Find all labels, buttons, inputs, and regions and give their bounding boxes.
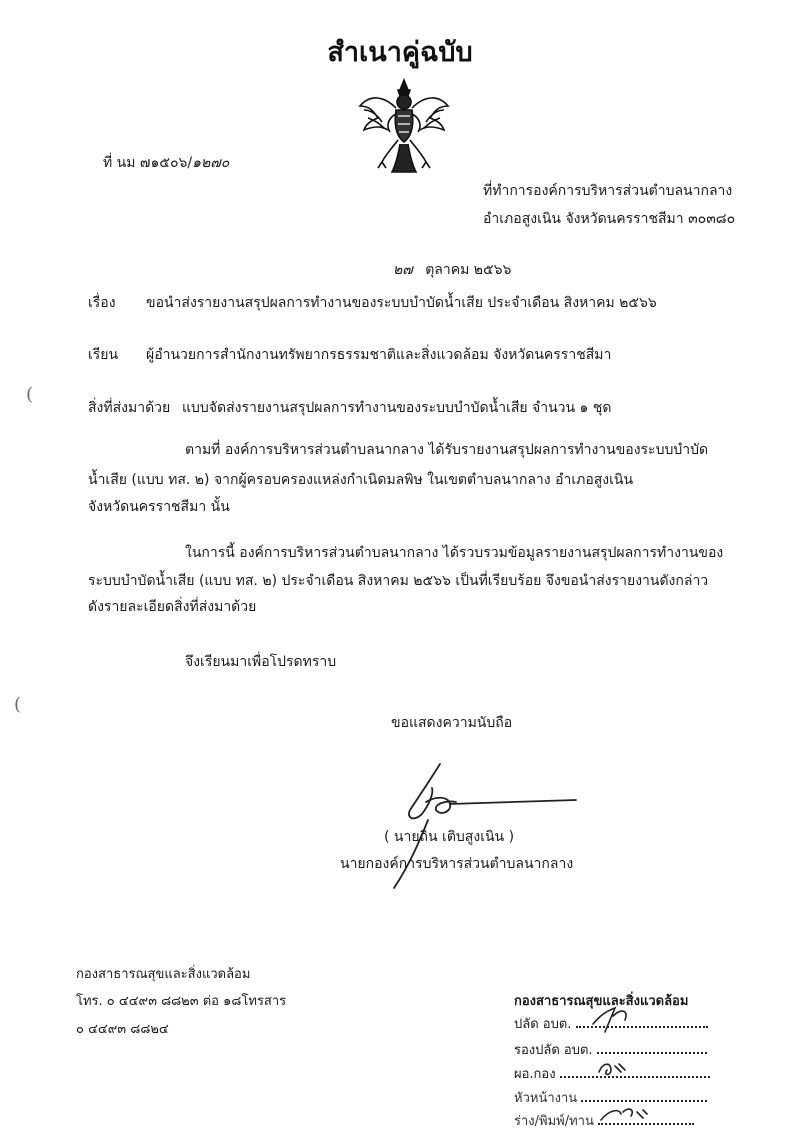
enclosure-label: สิ่งที่ส่งมาด้วย [88,400,171,416]
routing-row-label: หัวหน้างาน [514,1091,578,1106]
recipient-text: ผู้อำนวยการสำนักงานทรัพยากรธรรมชาติและสิ่งแวดล้อม จังหวัดนครราชสีมา [146,347,612,363]
paragraph1-line3: จังหวัดนครราชสีมา นั้น [88,499,230,515]
document-number [103,152,229,174]
paragraph2-line2: ระบบบำบัดน้ำเสีย (แบบ ทส. ๒) ประจำเดือน สิงหาคม ๒๕๖๖ เป็นที่เรียบร้อย จึงขอนำส่งรายงานดังกล่าว [88,573,709,589]
margin-mark: ( [26,384,34,405]
paragraph2-line1: ในการนี้ องค์การบริหารส่วนตำบลนากลาง ได้รวบรวมข้อมูลรายงานสรุปผลการทำงานของ [185,545,724,561]
date-month-year: ตุลาคม ๒๕๖๖ [425,262,512,278]
paragraph1-line2: น้ำเสีย (แบบ ทส. ๒) จากผู้ครอบครองแหล่งกำเนิดมลพิษ ในเขตตำบลนากลาง อำเภอสูงเนิน [88,472,634,488]
enclosure-quantity: จำนวน ๑ ชุด [532,400,612,416]
routing-row-label: รองปลัด อบต. [514,1043,593,1058]
routing-row-label: ร่าง/พิมพ์/ทาน [514,1114,594,1129]
office-address-line2: อำเภอสูงเนิน จังหวัดนครราชสีมา ๓๐๓๘๐ [483,211,736,227]
margin-mark: ( [14,694,22,715]
routing-row-label: ปลัด อบต. [514,1017,572,1032]
paragraph2-line3: ดังรายละเอียดสิ่งที่ส่งมาด้วย [88,599,257,615]
enclosure-text: แบบจัดส่งรายงานสรุปผลการทำงานของระบบบำบัดน้ำเสีย [182,400,528,416]
signatory-position: นายกองค์การบริหารส่วนตำบลนากลาง [340,856,574,872]
closing-line: จึงเรียนมาเพื่อโปรดทราบ [185,654,337,670]
closing-respect: ขอแสดงความนับถือ [391,715,513,731]
document-number-prefix: ที่ นม ๗๑๕๐๖/ [103,155,193,171]
date-day-handwritten: ๒๗ [393,262,413,278]
routing-division: กองสาธารณสุขและสิ่งแวดล้อม [514,994,689,1009]
document-number-handwritten: ๑๒๗๐ [192,155,230,171]
office-address-line1: ที่ทำการองค์การบริหารส่วนตำบลนากลาง [483,183,733,199]
document-title: สำเนาคู่ฉบับ [327,37,473,68]
routing-row-label: ผอ.กอง [514,1067,556,1082]
document-date [393,259,511,281]
subject-text: ขอนำส่งรายงานสรุปผลการทำงานของระบบบำบัดน้ำเสีย ประจำเดือน สิงหาคม ๒๕๖๖ [146,295,657,311]
subject-label: เรื่อง [88,295,116,311]
footer-division: กองสาธารณสุขและสิ่งแวดล้อม [76,967,251,982]
initials-signature-icon [585,1000,705,1134]
signatory-name: ( นายถิน เติบสูงเนิน ) [384,829,515,845]
paragraph1-line1: ตามที่ องค์การบริหารส่วนตำบลนากลาง ได้รับรายงานสรุปผลการทำงานของระบบบำบัด [185,442,709,458]
footer-fax: ๐ ๔๔๙๓ ๘๘๒๔ [76,1022,169,1037]
footer-phone: โทร. ๐ ๔๔๙๓ ๘๘๒๓ ต่อ ๑๘โทรสาร [76,994,287,1009]
garuda-emblem-icon [356,76,452,176]
recipient-label: เรียน [88,347,119,363]
